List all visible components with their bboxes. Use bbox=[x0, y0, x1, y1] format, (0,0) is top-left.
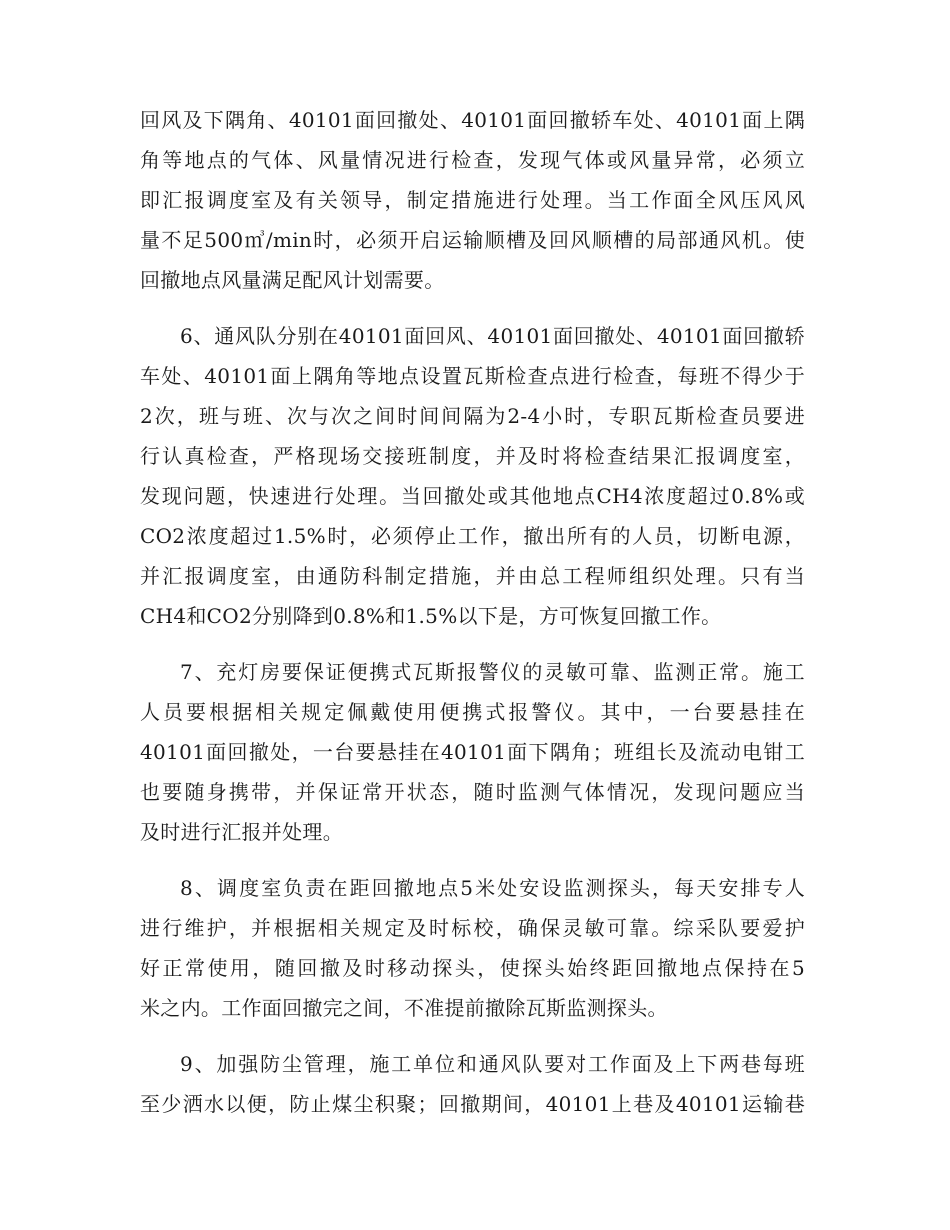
text-line: 40101面回撤处，一台要悬挂在40101面下隅角；班组长及流动电钳工 bbox=[140, 740, 805, 764]
document-page bbox=[140, 100, 805, 1140]
text-line: 2次，班与班、次与次之间时间间隔为2-4小时，专职瓦斯检查员要进 bbox=[140, 404, 805, 428]
text-line: 7、充灯房要保证便携式瓦斯报警仪的灵敏可靠、监测正常。施工 bbox=[180, 660, 805, 684]
paragraph-item-8 bbox=[140, 868, 805, 1028]
text-line: 6、通风队分别在40101面回风、40101面回撤处、40101面回撤轿 bbox=[180, 324, 805, 348]
text-line: 9、加强防尘管理，施工单位和通风队要对工作面及上下两巷每班 bbox=[180, 1052, 805, 1076]
text-line: CH4和CO2分别降到0.8%和1.5%以下是，方可恢复回撤工作。 bbox=[140, 604, 722, 628]
text-line: 角等地点的气体、风量情况进行检查，发现气体或风量异常，必须立 bbox=[140, 148, 805, 172]
text-line: 量不足500㎥/min时，必须开启运输顺槽及回风顺槽的局部通风机。使 bbox=[140, 228, 805, 252]
text-line: 人员要根据相关规定佩戴使用便携式报警仪。其中，一台要悬挂在 bbox=[140, 700, 805, 724]
paragraph-item-9 bbox=[140, 1044, 805, 1124]
text-line: 好正常使用，随回撤及时移动探头，使探头始终距回撤地点保持在5 bbox=[140, 956, 805, 980]
text-line: 发现问题，快速进行处理。当回撤处或其他地点CH4浓度超过0.8%或 bbox=[140, 484, 805, 508]
text-line: 即汇报调度室及有关领导，制定措施进行处理。当工作面全风压风风 bbox=[140, 188, 805, 212]
paragraph-item-7 bbox=[140, 652, 805, 852]
text-line: 也要随身携带，并保证常开状态，随时监测气体情况，发现问题应当 bbox=[140, 780, 805, 804]
paragraph-ventilation-check bbox=[140, 100, 805, 300]
paragraph-item-6 bbox=[140, 316, 805, 636]
text-line: 回风及下隅角、40101面回撤处、40101面回撤轿车处、40101面上隅 bbox=[140, 108, 805, 132]
text-line: 米之内。工作面回撤完之间，不准提前撤除瓦斯监测探头。 bbox=[140, 996, 668, 1020]
text-line: 行认真检查，严格现场交接班制度，并及时将检查结果汇报调度室， bbox=[140, 444, 805, 468]
text-line: 进行维护，并根据相关规定及时标校，确保灵敏可靠。综采队要爱护 bbox=[140, 916, 805, 940]
text-line: 回撤地点风量满足配风计划需要。 bbox=[140, 268, 445, 292]
text-line: 8、调度室负责在距回撤地点5米处安设监测探头，每天安排专人 bbox=[180, 876, 805, 900]
text-line: CO2浓度超过1.5%时，必须停止工作，撤出所有的人员，切断电源， bbox=[140, 524, 805, 548]
text-line: 至少洒水以便，防止煤尘积聚；回撤期间，40101上巷及40101运输巷 bbox=[140, 1092, 805, 1116]
text-line: 及时进行汇报并处理。 bbox=[140, 820, 343, 844]
text-line: 车处、40101面上隅角等地点设置瓦斯检查点进行检查，每班不得少于 bbox=[140, 364, 805, 388]
text-line: 并汇报调度室，由通防科制定措施，并由总工程师组织处理。只有当 bbox=[140, 564, 805, 588]
